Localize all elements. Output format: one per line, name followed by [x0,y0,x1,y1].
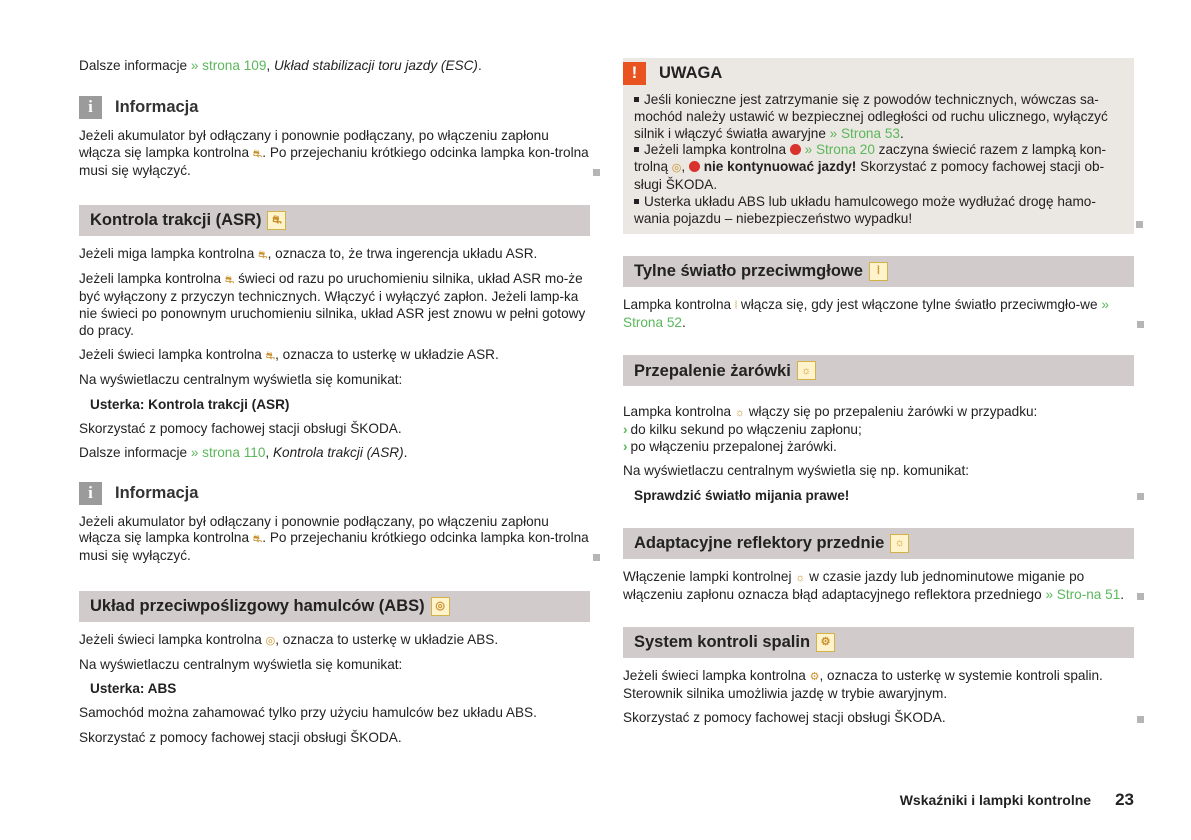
engine-lamp-icon: ⚙ [809,671,820,684]
afs-paragraph: Włączenie lampki kontrolnej ☼ w czasie jazdy lub jednominutowe miganie po włączeniu zapłonu oznacza błąd adaptacyjnego reflektora przedniego » Stro-na 51. [623,569,1134,604]
asr-lamp-icon: ⛐ [224,274,235,287]
abs-lamp-icon: ◎ [265,634,276,647]
bulb-list-item-2: › po włączeniu przepalonej żarówki. [623,439,837,455]
afs-lamp-icon: ☼ [890,534,909,553]
left-column [79,58,590,754]
info-icon: i [79,482,102,505]
abs-paragraph-4: Skorzystać z pomocy fachowej stacji obsługi ŠKODA. [79,729,402,745]
asr-paragraph-1: Jeżeli miga lampka kontrolna ⛐, oznacza to, że trwa ingerencja układu ASR. [79,246,590,264]
link-strona-51[interactable]: » Stro-na 51 [1045,586,1121,602]
abs-lamp-icon: ◎ [671,162,682,175]
section-end-mark [1137,321,1144,328]
link-strona-110[interactable]: » strona 110 [190,445,266,461]
warning-title: UWAGA [659,63,723,82]
abs-message: Usterka: ABS [90,681,177,697]
afs-lamp-icon: ☼ [795,571,806,584]
asr-message: Usterka: Kontrola trakcji (ASR) [90,396,290,412]
abs-paragraph-1: Jeżeli świeci lampka kontrolna ◎, oznacza to usterkę w układzie ABS. [79,632,590,650]
warning-icon: ! [623,62,646,85]
bulb-list-item-1: › do kilku sekund po włączeniu zapłonu; [623,422,862,438]
page-footer [900,792,1134,809]
bulb-lamp-icon: ☼ [797,361,816,380]
info-icon: i [79,96,102,119]
info-title: Informacja [115,98,199,117]
abs-lamp-icon: ◎ [431,597,450,616]
right-column [623,58,1134,734]
info-heading-2 [79,482,590,505]
page-number: 23 [1115,790,1134,809]
fog-paragraph: Lampka kontrolna ⦚ włącza się, gdy jest włączone tylne światło przeciwmgło-we » Strona 52. [623,297,1134,332]
link-strona-53[interactable]: » Strona 53 [829,125,900,141]
asr-paragraph-2: Jeżeli lampka kontrolna ⛐ świeci od razu po uruchomieniu silnika, układ ASR mo-że być wyłączony z przyczyn technicznych. Włączyć i wyłączyć zapłon. Jeżeli lamp-ka nie świeci po ponownym uruchomieniu silnika, układ ASR jest znowu w pełni gotowy do pracy. [79,271,586,338]
section-heading-emission: System kontroli spalin ⚙ [623,627,1134,658]
warning-item-2: Jeżeli lampka kontrolna » Strona 20 zaczyna świecić razem z lampką kon-trolną ◎, nie kontynuować jazdy! Skorzystać z pomocy fachowej stacji ob-sługi ŠKODA. [634,142,1107,192]
section-heading-fog: Tylne światło przeciwmgłowe ⦚ [623,256,1134,287]
asr-lamp-icon: ⛐ [258,249,268,262]
asr-lamp-icon: ⛐ [252,148,263,161]
bulb-message: Sprawdzić światło mijania prawe! [623,488,1134,505]
section-end-mark [593,554,600,561]
warning-item-3: Usterka układu ABS lub układu hamulcowego może wydłużać drogę hamo-wania pojazdu – niebezpieczeństwo wypadku! [634,193,1096,226]
link-strona-20[interactable]: » Strona 20 [800,142,875,158]
asr-paragraph-3: Jeżeli świeci lampka kontrolna ⛐, oznacza to usterkę w układzie ASR. [79,347,590,365]
info-text-1: Jeżeli akumulator był odłączany i ponownie podłączany, po włączeniu zapłonu włącza się lampka kontrolna ⛐. Po przejechaniu krótkiego odcinka lampka kon-trolna musi się wyłączyć. [79,128,590,179]
asr-lamp-icon: ⛐ [252,533,263,546]
stop-lamp-icon [689,161,700,172]
bulb-lamp-icon: ☼ [734,407,745,420]
info-heading-1 [79,96,590,119]
section-heading-abs: Układ przeciwpoślizgowy hamulców (ABS) ◎ [79,591,590,622]
emission-paragraph-1: Jeżeli świeci lampka kontrolna ⚙, oznacza to usterkę w systemie kontroli spalin. Sterownik silnika umożliwia jazdę w trybie awaryjnym. [623,668,1103,701]
info-text-2: Jeżeli akumulator był odłączany i ponownie podłączany, po włączeniu zapłonu włącza się lampka kontrolna ⛐. Po przejechaniu krótkiego odcinka lampka kon-trolna musi się wyłączyć. [79,514,590,565]
bulb-paragraph-1: Lampka kontrolna ☼ włączy się po przepaleniu żarówki w przypadku: [623,404,1134,422]
intro-paragraph: Dalsze informacje » strona 109, Układ stabilizacji toru jazdy (ESC). [79,58,482,73]
section-heading-asr: Kontrola trakcji (ASR) ⛐ [79,205,590,236]
section-heading-afs: Adaptacyjne reflektory przednie ☼ [623,528,1134,559]
info-title: Informacja [115,483,199,502]
fog-lamp-icon: ⦚ [734,300,738,313]
asr-paragraph-6: Dalsze informacje » strona 110, Kontrola trakcji (ASR). [79,445,408,461]
section-end-mark [1137,593,1144,600]
engine-lamp-icon: ⚙ [816,633,835,652]
bulb-paragraph-2: Na wyświetlaczu centralnym wyświetla się np. komunikat: [623,463,970,479]
asr-lamp-icon: ⛐ [267,211,286,230]
asr-paragraph-5: Skorzystać z pomocy fachowej stacji obsługi ŠKODA. [79,421,402,437]
section-end-mark [1137,493,1144,500]
section-end-mark [593,169,600,176]
fog-lamp-icon: ⦚ [869,262,888,281]
warning-body [623,88,1134,227]
emission-paragraph-2: Skorzystać z pomocy fachowej stacji obsługi ŠKODA. [623,710,1134,727]
abs-paragraph-2: Na wyświetlaczu centralnym wyświetla się komunikat: [79,656,403,672]
asr-paragraph-4: Na wyświetlaczu centralnym wyświetla się komunikat: [79,372,403,388]
section-end-mark [1136,221,1143,228]
link-strona-52[interactable]: » Strona 52 [623,297,1109,331]
warning-box [623,58,1134,234]
asr-lamp-icon: ⛐ [265,350,276,363]
abs-paragraph-3: Samochód można zahamować tylko przy użyciu hamulców bez układu ABS. [79,705,537,721]
footer-chapter-title: Wskaźniki i lampki kontrolne [899,792,1092,808]
link-strona-109[interactable]: » strona 109 [190,58,267,73]
section-heading-bulb: Przepalenie żarówki ☼ [623,355,1134,386]
section-end-mark [1137,716,1144,723]
brake-lamp-icon [790,144,801,155]
warning-item-1: Jeśli konieczne jest zatrzymanie się z powodów technicznych, wówczas sa-mochód należy ustawić w bezpiecznej odległości od ruchu ulicznego, wyłączyć silnik i włączyć światła awaryjne » Strona 53. [634,92,1108,141]
warning-heading [623,58,1134,88]
